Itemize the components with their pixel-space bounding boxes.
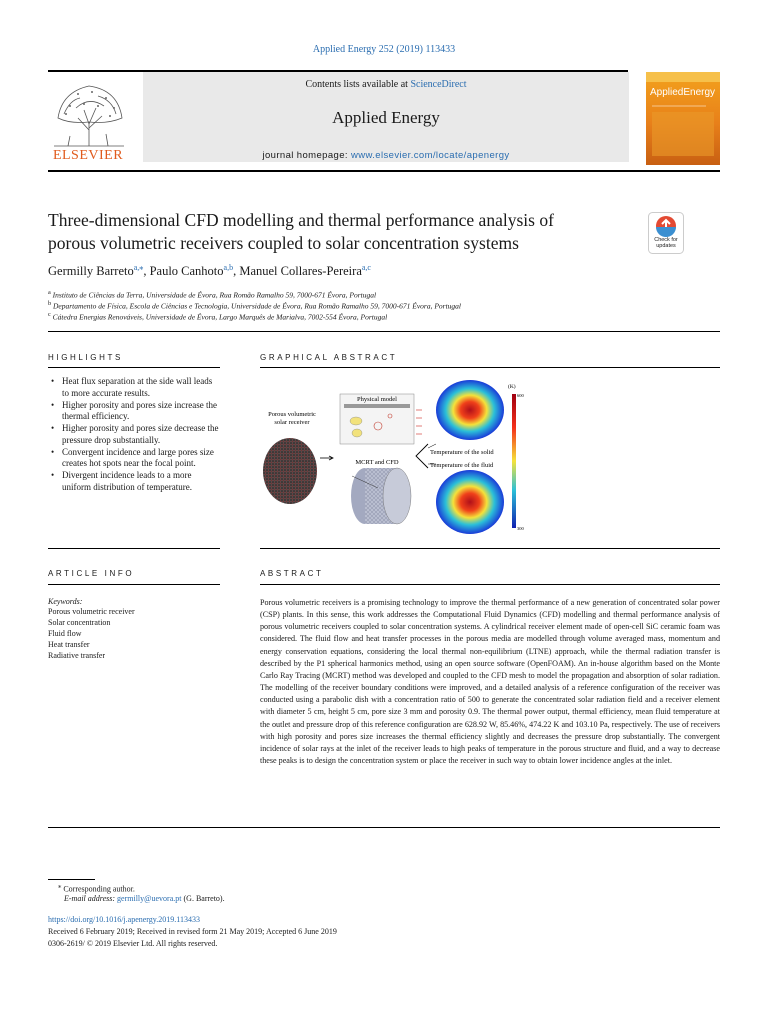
affiliation-mark: a	[48, 289, 51, 296]
author-affiliation-marks[interactable]: a,c	[361, 263, 371, 272]
abstract-text: Porous volumetric receivers is a promising technology to improve the thermal performance of a new generation of concentrated solar power (CSP) plants. In this sense, this work addresses the Computational Fluid Dynamics (CFD) modelling and thermal performance analysis of porous volumetric receivers coupled to solar concentration systems. A cylindrical receiver element made of open-cell SiC ceramic foam was considered. The fluid flow and heat transfer processes in the porous media are modelled through volume averaged mass, momentum and energy conservation equations, considering the local thermal non-equilibrium (LTNE) approach, while the thermal radiation transfer is described by the P1 spherical harmonics method, using an open source software (OpenFOAM). An in-house algorithm based on the Monte Carlo Ray Tracing (MCRT) method was developed and coupled to the CFD mesh to model the propagation and absorption of solar radiation. The modelling of the receiver boundary conditions were improved, and a detailed analysis of a reference configuration of the receiver was conducted using a parabolic dish with a concentration ratio of 500 to generate the concentrated solar radiation field and a receiver element with diameter 5 cm, height 5 cm, pore size 3 mm and porosity 0.9. The thermal power output, thermal efficiency, mean fluid temperature at the outlet and pressure drop of this reference configuration are 628.92 W, 85.46%, 474.22 K and 103.10 Pa, respectively. The use of receivers with high porosity and pores size increases the thermal efficiency slightly and decreases the pressure drop substantially. The convergent incidence of solar rays at the inlet of the receiver leads to high peaks of temperature in the porous structure and fluid, and a way to decrease these peaks is to design the concentration system or place the receiver in such way to obtain lower incidence angles at the inlet.	[260, 598, 720, 766]
contents-prefix: Contents lists available at	[305, 79, 411, 90]
email-suffix: (G. Barreto).	[181, 894, 225, 903]
homepage-link[interactable]: www.elsevier.com/locate/apenergy	[351, 150, 510, 161]
bullet-icon: •	[51, 470, 55, 480]
doi-link[interactable]: https://doi.org/10.1016/j.apenergy.2019.113433	[48, 915, 200, 924]
article-info-heading: ARTICLE INFO	[48, 569, 135, 578]
divider	[260, 584, 720, 585]
author-name[interactable]: Manuel Collares-Pereira	[239, 264, 362, 279]
divider	[48, 584, 220, 585]
email-label: E-mail address:	[64, 894, 118, 903]
bullet-icon: •	[51, 399, 55, 410]
author-separator: ,	[143, 264, 150, 279]
affiliation-text: Instituto de Ciências da Terra, Universidade de Évora, Rua Romão Ramalho 59, 7000-671 Évora, Portugal	[52, 290, 377, 300]
check-for-updates-badge[interactable]	[648, 212, 684, 254]
temp-solid-label: Temperature of the solid	[430, 449, 494, 456]
highlight-item	[48, 376, 220, 399]
article-title	[48, 209, 628, 255]
highlight-text: Convergent incidence and large pores size creates hot spots near the focal point.	[62, 446, 214, 468]
author-separator: ,	[233, 264, 240, 279]
received-dates: Received 6 February 2019; Received in revised form 21 May 2019; Accepted 6 June 2019	[48, 927, 337, 936]
divider	[48, 827, 720, 828]
author-name[interactable]: Paulo Canhoto	[149, 264, 224, 279]
keyword: Solar concentration	[48, 618, 111, 627]
divider	[260, 548, 720, 549]
homepage-prefix: journal homepage:	[262, 150, 351, 161]
keywords-title: Keywords:	[48, 597, 83, 606]
author-affiliation-marks[interactable]: a,⁎	[133, 263, 144, 272]
highlight-item	[48, 400, 220, 423]
porous-label-2: solar receiver	[274, 419, 310, 426]
mcrt-cfd-label: MCRT and CFD	[355, 459, 399, 466]
cover-title: AppliedEnergy	[650, 87, 716, 98]
highlight-item	[48, 470, 220, 493]
affiliation-text: Departamento de Física, Escola de Ciências e Tecnologia, Universidade de Évora, Rua Romão Ramalho 59, 7000-671 Évora, Portugal	[53, 301, 461, 311]
affiliation	[48, 300, 461, 311]
scale-max: 600	[517, 393, 524, 398]
bullet-icon: •	[51, 376, 55, 386]
abstract-heading: ABSTRACT	[260, 569, 324, 578]
title-line: porous volumetric receivers coupled to solar concentration systems	[48, 233, 519, 253]
scale-unit: (K)	[508, 384, 516, 390]
highlight-item	[48, 447, 220, 470]
journal-title: Applied Energy	[332, 108, 440, 127]
highlights-heading: HIGHLIGHTS	[48, 353, 123, 362]
highlight-text: Heat flux separation at the side wall leads to more accurate results.	[62, 376, 213, 398]
affiliation-text: Cátedra Energias Renováveis, Universidade de Évora, Largo Marquês de Marialva, 7002-554 Évora, Portugal	[52, 312, 388, 322]
highlight-text: Higher porosity and pores size increase the thermal efficiency.	[62, 399, 217, 421]
author-affiliation-marks[interactable]: a,b	[223, 263, 234, 272]
keyword: Porous volumetric receiver	[48, 607, 135, 616]
keyword: Fluid flow	[48, 629, 82, 638]
check-updates-label: Check for updates	[654, 237, 678, 249]
footnote-rule	[48, 879, 95, 880]
copyright: 0306-2619/ © 2019 Elsevier Ltd. All rights reserved.	[48, 939, 218, 948]
corresponding-text: Corresponding author.	[63, 884, 135, 894]
affiliation	[48, 289, 376, 300]
highlights-list	[48, 376, 220, 494]
bullet-icon: •	[51, 446, 55, 457]
contents-line	[143, 79, 629, 90]
bullet-icon: •	[51, 423, 55, 433]
graphical-abstract-heading: GRAPHICAL ABSTRACT	[260, 353, 398, 362]
affiliation-mark: c	[48, 311, 51, 318]
physical-model-label: Physical model	[357, 396, 397, 403]
author-name[interactable]: Germilly Barreto	[48, 264, 134, 279]
keyword: Radiative transfer	[48, 651, 106, 660]
journal-cover-image[interactable]	[646, 72, 720, 165]
porous-label-1: Porous volumetric	[268, 411, 316, 418]
graphical-abstract-figure[interactable]	[260, 376, 524, 536]
corresponding-author-note	[58, 882, 135, 894]
divider	[48, 548, 220, 549]
author-list	[48, 263, 371, 279]
journal-reference[interactable]: Applied Energy 252 (2019) 113433	[312, 44, 456, 55]
highlight-text: Higher porosity and pores size decrease the pressure drop substantially.	[62, 423, 219, 445]
affiliation	[48, 311, 387, 322]
header-bottom-rule	[48, 170, 720, 172]
sciencedirect-link[interactable]: ScienceDirect	[410, 79, 467, 90]
elsevier-wordmark: ELSEVIER	[52, 148, 124, 163]
scale-min: 300	[517, 526, 524, 531]
email-link[interactable]: germilly@uevora.pt	[117, 894, 182, 903]
highlight-item	[48, 423, 220, 446]
highlight-text: Divergent incidence leads to a more uniform distribution of temperature.	[62, 470, 192, 492]
title-line: Three-dimensional CFD modelling and thermal performance analysis of	[48, 210, 554, 230]
temp-fluid-label: Temperature of the fluid	[430, 462, 494, 469]
asterisk-icon: ⁎	[58, 883, 62, 890]
divider	[48, 331, 720, 332]
journal-homepage	[143, 150, 629, 161]
email-note	[64, 894, 225, 903]
affiliation-mark: b	[48, 300, 52, 307]
keywords-list	[48, 606, 135, 661]
divider	[48, 367, 220, 368]
keyword: Heat transfer	[48, 640, 90, 649]
divider	[260, 367, 720, 368]
